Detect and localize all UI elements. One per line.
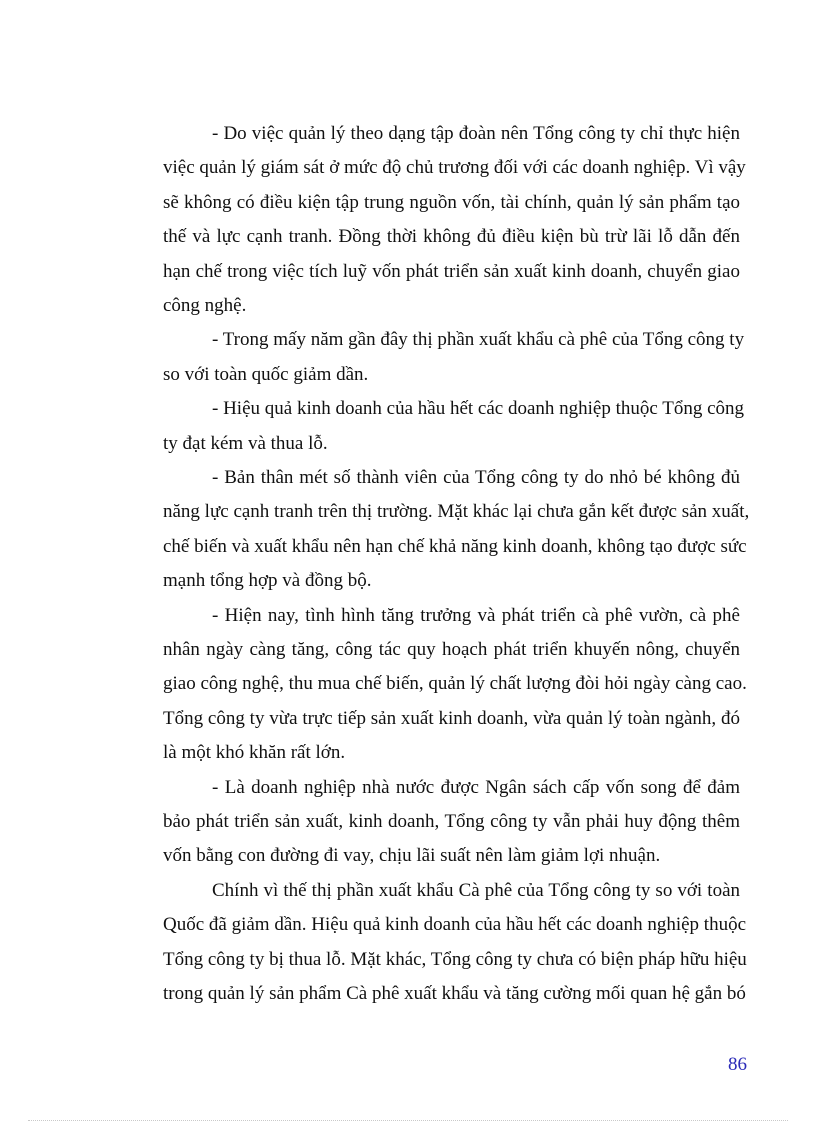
text-line: - Hiệu quả kinh doanh của hầu hết các doanh nghiệp thuộc Tổng công (212, 398, 745, 419)
page-number: 86 (728, 1054, 747, 1075)
text-line: năng lực cạnh tranh trên thị trường. Mặt khác lại chưa gắn kết được sản xuất, (163, 501, 750, 522)
text-line: vốn bằng con đường đi vay, chịu lãi suất nên làm giảm lợi nhuận. (163, 845, 661, 866)
text-line: nhân ngày càng tăng, công tác quy hoạch phát triển khuyến nông, chuyển (163, 639, 740, 660)
text-line: trong quản lý sản phẩm Cà phê xuất khẩu và tăng cường mối quan hệ gắn bó (163, 983, 746, 1004)
text-line: công nghệ. (163, 295, 247, 316)
text-line: - Trong mấy năm gần đây thị phần xuất khẩu cà phê của Tổng công ty (212, 329, 745, 350)
text-line: Tổng công ty vừa trực tiếp sản xuất kinh doanh, vừa quản lý toàn ngành, đó (163, 708, 740, 729)
text-line: giao công nghệ, thu mua chế biến, quản lý chất lượng đòi hỏi ngày càng cao. (163, 673, 747, 694)
page-bottom-divider (28, 1120, 788, 1121)
text-line: - Hiện nay, tình hình tăng trưởng và phát triển cà phê vườn, cà phê (212, 605, 740, 626)
text-line: Chính vì thế thị phần xuất khẩu Cà phê của Tổng công ty so với toàn (212, 880, 740, 901)
text-line: bảo phát triển sản xuất, kinh doanh, Tổng công ty vẫn phải huy động thêm (163, 811, 740, 832)
text-line: - Do việc quản lý theo dạng tập đoàn nên Tổng công ty chỉ thực hiện (212, 123, 740, 144)
text-line: sẽ không có điều kiện tập trung nguồn vốn, tài chính, quản lý sản phẩm tạo (163, 192, 740, 213)
text-line: - Là doanh nghiệp nhà nước được Ngân sách cấp vốn song để đảm (212, 777, 740, 798)
text-line: Quốc đã giảm dần. Hiệu quả kinh doanh của hầu hết các doanh nghiệp thuộc (163, 914, 747, 935)
text-line: mạnh tổng hợp và đồng bộ. (163, 570, 372, 591)
text-line: so với toàn quốc giảm dần. (163, 364, 369, 385)
text-line: thế và lực cạnh tranh. Đồng thời không đủ điều kiện bù trừ lãi lỗ dẫn đến (163, 226, 740, 247)
text-line: là một khó khăn rất lớn. (163, 742, 346, 763)
text-line: việc quản lý giám sát ở mức độ chủ trương đối với các doanh nghiệp. Vì vậy (163, 157, 746, 178)
text-line: - Bản thân mét số thành viên của Tổng công ty do nhỏ bé không đủ (212, 467, 740, 488)
text-line: chế biến và xuất khẩu nên hạn chế khả năng kinh doanh, không tạo được sức (163, 536, 747, 557)
text-line: hạn chế trong việc tích luỹ vốn phát triển sản xuất kinh doanh, chuyển giao (163, 261, 740, 282)
text-line: Tổng công ty bị thua lỗ. Mặt khác, Tổng công ty chưa có biện pháp hữu hiệu (163, 949, 747, 970)
text-line: ty đạt kém và thua lỗ. (163, 433, 328, 454)
